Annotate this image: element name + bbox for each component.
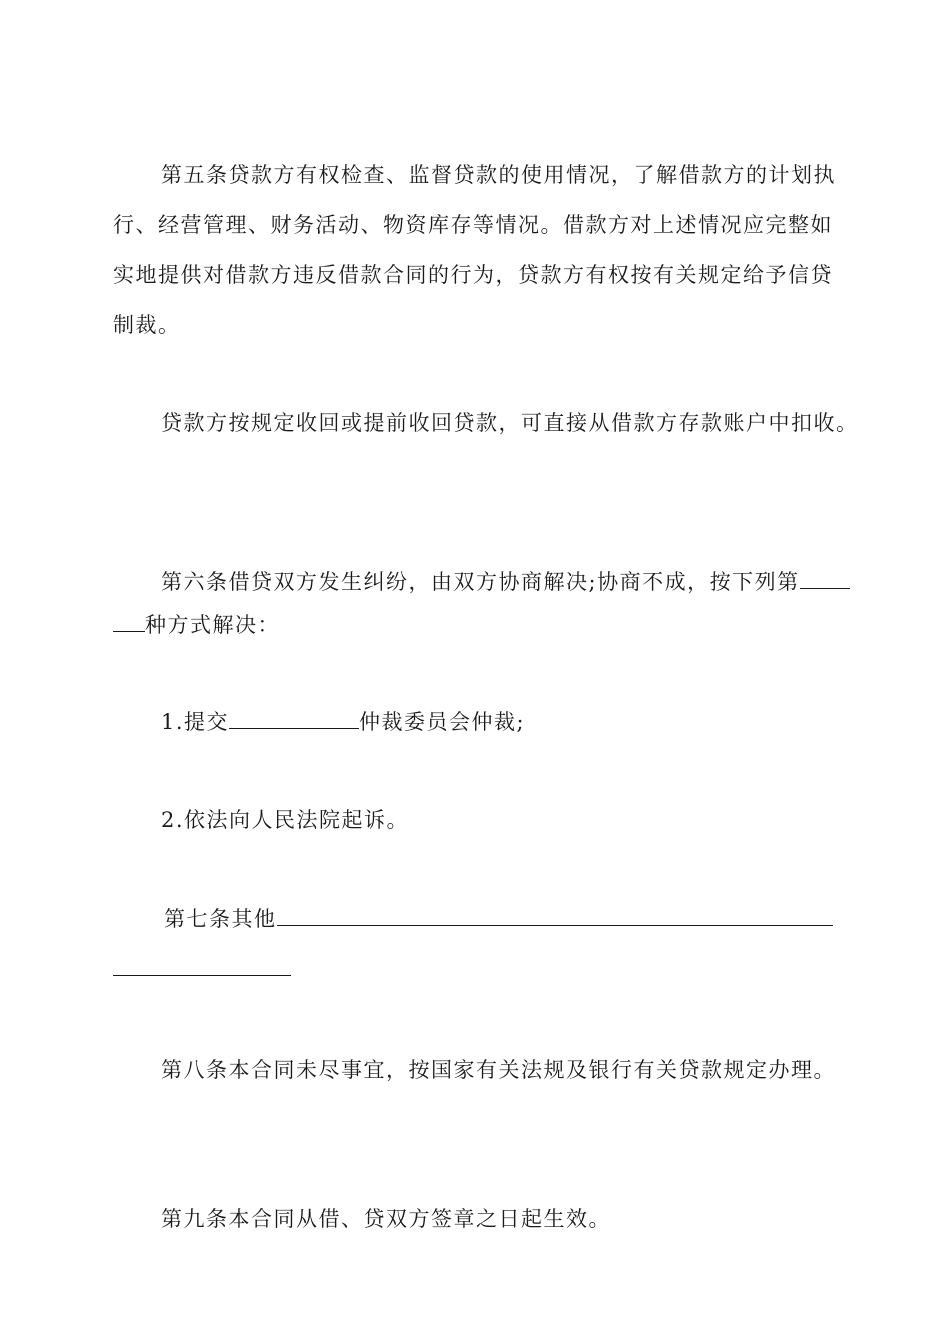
article-5-line-1: 第五条贷款方有权检查、监督贷款的使用情况，了解借款方的计划执 [161, 163, 836, 187]
arbitration-committee-blank [229, 708, 359, 729]
option-2: 2.依法向人民法院起诉。 [161, 808, 410, 832]
article-5-paragraph [113, 150, 853, 350]
article-7-text: 第七条其他 [164, 907, 277, 931]
article-7-blank-line-1 [277, 905, 833, 926]
option-1 [161, 706, 525, 736]
article-6-blank-end [113, 611, 145, 632]
article-7 [164, 903, 833, 933]
article-7-blank-line-2 [113, 975, 291, 976]
article-6-text: 第六条借贷双方发生纠纷，由双方协商解决;协商不成，按下列第 [161, 570, 800, 594]
option-1-after: 仲裁委员会仲裁; [359, 710, 526, 734]
article-6-text-after: 种方式解决： [145, 613, 280, 637]
article-5-line-3: 实地提供对借款方违反借款合同的行为，贷款方有权按有关规定给予信贷 [113, 263, 833, 287]
article-6-line-1 [161, 566, 850, 596]
article-5-line-4: 制裁。 [113, 313, 181, 337]
article-5-line-2: 行、经营管理、财务活动、物资库存等情况。借款方对上述情况应完整如 [113, 213, 833, 237]
article-9: 第九条本合同从借、贷双方签章之日起生效。 [161, 1207, 611, 1231]
option-1-before: 1.提交 [161, 710, 230, 734]
article-6-blank-start [800, 568, 850, 589]
article-6-line-2 [113, 609, 280, 639]
recall-clause: 贷款方按规定收回或提前收回贷款，可直接从借款方存款账户中扣收。 [161, 411, 859, 435]
article-8: 第八条本合同未尽事宜，按国家有关法规及银行有关贷款规定办理。 [161, 1058, 836, 1082]
